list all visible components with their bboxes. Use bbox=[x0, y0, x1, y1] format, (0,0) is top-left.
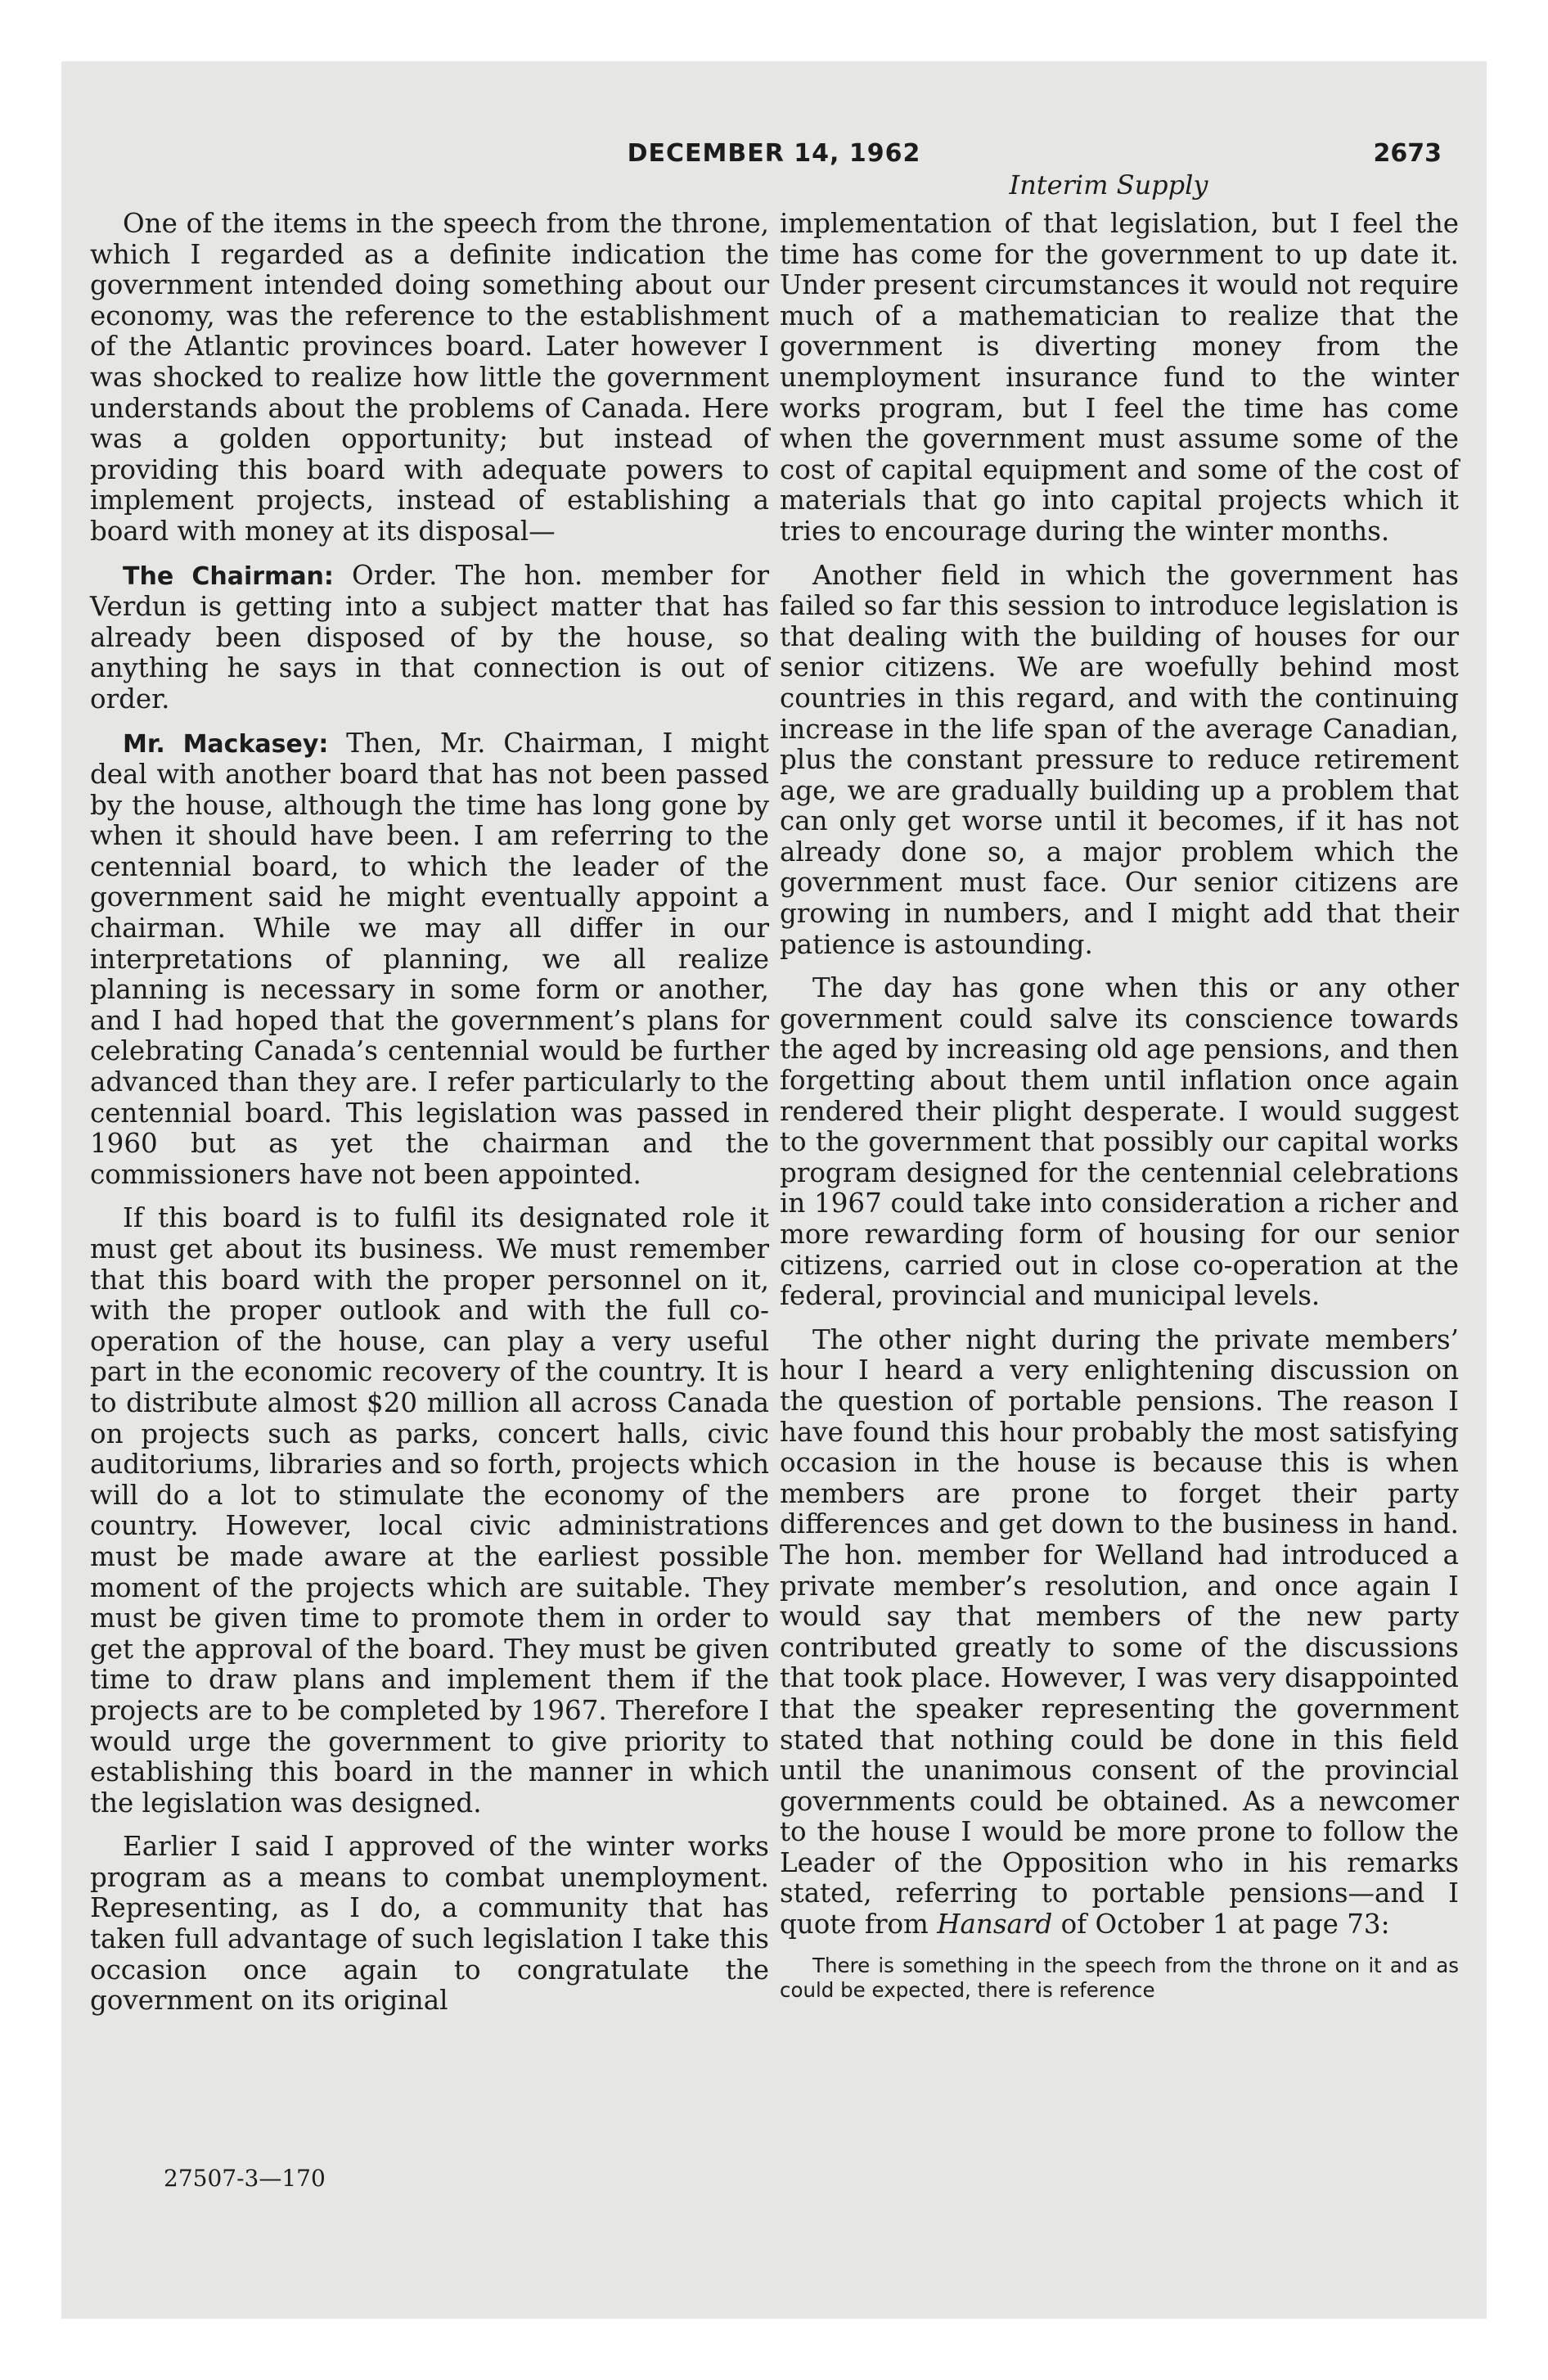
paragraph: One of the items in the speech from the throne, which I regarded as a definite indication the government intended doing something about our economy, was the reference to the establishment of the Atlantic provinces board. Later however I was shocked to realize how little the government understands about the problems of Canada. Here was a golden opportunity; but instead of providing this board with adequate powers to implement projects, instead of establishing a board with money at its disposal— bbox=[90, 208, 769, 547]
paragraph-text: of October 1 at page 73: bbox=[1052, 1909, 1390, 1941]
speaker-name: Mr. Mackasey: bbox=[123, 729, 329, 759]
speech-text: Then, Mr. Chairman, I might deal with another board that has not been passed by the house, although the time has long gone by when it should have been. I am referring to the centennial board, to which the leader of the government said he might eventually appoint a chairman. While we may all differ in our interpretations of planning, we all realize planning is necessary in some form or another, and I had hoped that the government’s plans for celebrating Canada’s centennial would be further advanced than they are. I refer particularly to the centennial board. This legislation was passed in 1960 but as yet the chairman and the commissioners have not been appointed. bbox=[90, 727, 769, 1190]
paragraph bbox=[780, 1325, 1459, 1941]
paragraph-mackasey bbox=[90, 728, 769, 1191]
footer-code: 27507-3—170 bbox=[164, 2165, 326, 2192]
speech-text: Order. The hon. member for Verdun is getting into a subject matter that has already been disposed of by the house, so anything he says in that connection is out of order. bbox=[90, 559, 769, 714]
paragraph-chairman bbox=[90, 561, 769, 715]
running-title: Interim Supply bbox=[1009, 169, 1208, 201]
hansard-reference: Hansard bbox=[937, 1909, 1053, 1941]
paragraph: Another field in which the government has failed so far this session to introduce legislation is that dealing with the building of houses for our senior citizens. We are woefully behind most countries in this regard, and with the continuing increase in the life span of the average Canadian, plus the constant pressure to reduce retirement age, we are gradually building up a problem that can only get worse until it becomes, if it has not already done so, a major problem which the government must face. Our senior citizens are growing in numbers, and I might add that their patience is astounding. bbox=[780, 559, 1459, 960]
page-number: 2673 bbox=[1373, 139, 1442, 168]
document-page bbox=[61, 61, 1487, 2319]
paragraph-text: The other night during the private members’ hour I heard a very enlightening discussion on the question of portable pensions. The reason I have found this hour probably the most satisfying occasion in the house is because this is when members are prone to forget their party differences and get down to the business in hand. The hon. member for Welland had introduced a private member’s resolution, and once again I would say that members of the new party contributed greatly to some of the discussions that took place. However, I was very disappointed that the speaker representing the government stated that nothing could be done in this field until the unanimous consent of the provincial governments could be obtained. As a newcomer to the house I would be more prone to follow the Leader of the Opposition who in his remarks stated, referring to portable pensions—and I quote from bbox=[780, 1323, 1459, 1941]
paragraph: Earlier I said I approved of the winter works program as a means to combat unemployment. Representing, as I do, a community that has taken full advantage of such legislation I take this occasion once again to congratulate the government on its original bbox=[90, 1831, 769, 2017]
left-column bbox=[90, 209, 769, 2030]
header-date: DECEMBER 14, 1962 bbox=[627, 139, 921, 168]
right-column bbox=[780, 209, 1459, 2016]
quotation: There is something in the speech from the throne on it and as could be expected, there is reference bbox=[780, 1953, 1459, 2002]
speaker-name: The Chairman: bbox=[123, 561, 334, 591]
paragraph: implementation of that legislation, but I feel the time has come for the government to up date it. Under present circumstances it would not require much of a mathematician to realize that the government is diverting money from the unemployment insurance fund to the winter works program, but I feel the time has come when the government must assume some of the cost of capital equipment and some of the cost of materials that go into capital projects which it tries to encourage during the winter months. bbox=[780, 208, 1459, 547]
paragraph: The day has gone when this or any other government could salve its conscience towards the aged by increasing old age pensions, and then forgetting about them until inflation once again rendered their plight desperate. I would suggest to the government that possibly our capital works program designed for the centennial celebrations in 1967 could take into consideration a richer and more rewarding form of housing for our senior citizens, carried out in close co-operation at the federal, provincial and municipal levels. bbox=[780, 972, 1459, 1312]
paragraph: If this board is to fulfil its designated role it must get about its business. We must remember that this board with the proper personnel on it, with the proper outlook and with the full co-operation of the house, can play a very useful part in the economic recovery of the country. It is to distribute almost $20 million all across Canada on projects such as parks, concert halls, civic auditoriums, libraries and so forth, projects which will do a lot to stimulate the economy of the country. However, local civic administrations must be made aware at the earliest possible moment of the projects which are suitable. They must be given time to promote them in order to get the approval of the board. They must be given time to draw plans and implement them if the projects are to be completed by 1967. Therefore I would urge the government to give priority to establishing this board in the manner in which the legislation was designed. bbox=[90, 1202, 769, 1819]
